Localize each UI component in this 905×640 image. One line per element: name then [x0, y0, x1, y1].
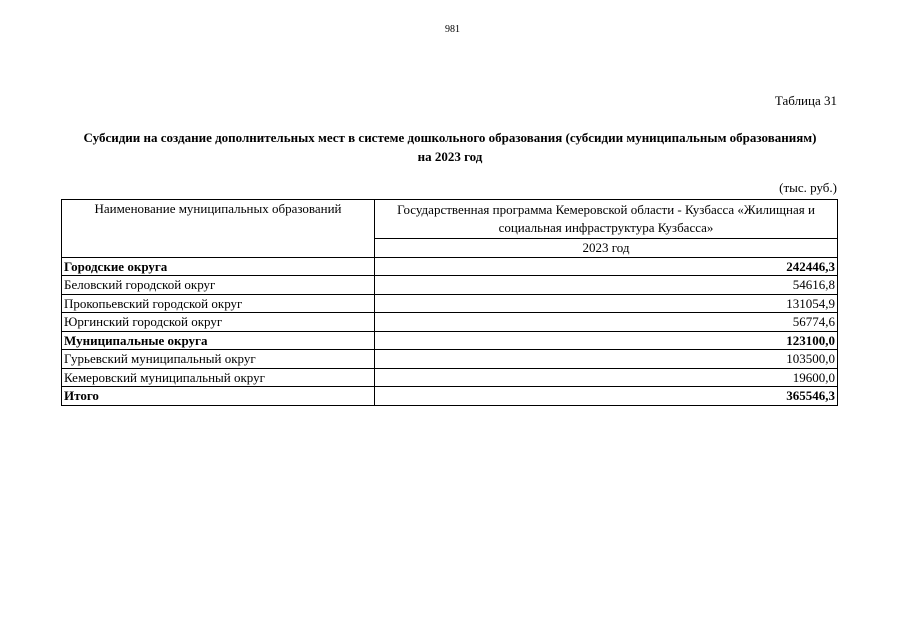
table-row: [62, 257, 838, 276]
subsidy-value: 131054,9: [375, 294, 838, 313]
subsidy-value: 103500,0: [375, 350, 838, 369]
municipality-name: Юргинский городской округ: [62, 313, 375, 332]
subsidy-value: 54616,8: [375, 276, 838, 295]
table-row: [62, 276, 838, 295]
municipality-name: Беловский городской округ: [62, 276, 375, 295]
municipality-name: Итого: [62, 387, 375, 406]
header-municipality: Наименование муниципальных образований: [62, 200, 375, 258]
subsidy-value: 242446,3: [375, 257, 838, 276]
header-year: 2023 год: [375, 239, 838, 258]
table-row: [62, 313, 838, 332]
table-row: [62, 350, 838, 369]
document-title: Субсидии на создание дополнительных мест в системе дошкольного образования (субсидии муниципальным образованиям) на 2023 год: [83, 130, 817, 164]
subsidies-table: [61, 199, 838, 406]
unit-label: (тыс. руб.): [779, 180, 837, 195]
subsidy-value: 365546,3: [375, 387, 838, 406]
table-row: [62, 331, 838, 350]
table-row: [62, 368, 838, 387]
municipality-name: Городские округа: [62, 257, 375, 276]
subsidy-value: 19600,0: [375, 368, 838, 387]
municipality-name: Прокопьевский городской округ: [62, 294, 375, 313]
page-number: 981: [445, 24, 460, 35]
table-row: [62, 294, 838, 313]
table-number: Таблица 31: [774, 93, 837, 108]
municipality-name: Гурьевский муниципальный округ: [62, 350, 375, 369]
header-row: [62, 200, 838, 239]
header-program: Государственная программа Кемеровской области - Кузбасса «Жилищная и социальная инфраструктура Кузбасса»: [375, 200, 838, 239]
table-row: [62, 387, 838, 406]
subsidy-value: 56774,6: [375, 313, 838, 332]
subsidy-value: 123100,0: [375, 331, 838, 350]
municipality-name: Кемеровский муниципальный округ: [62, 368, 375, 387]
municipality-name: Муниципальные округа: [62, 331, 375, 350]
